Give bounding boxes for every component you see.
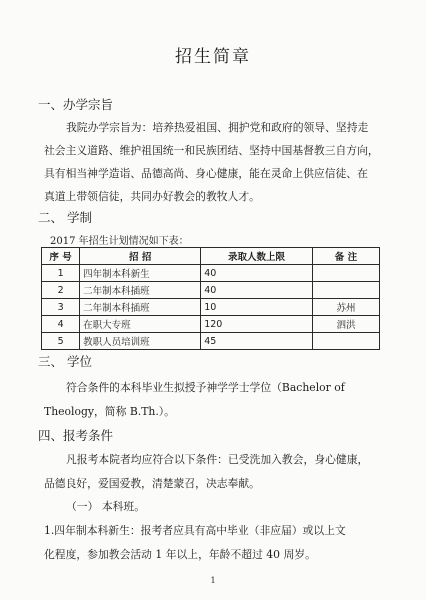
section-heading-degree: 三、 学位	[38, 354, 92, 369]
section-heading-system: 二、 学制	[38, 210, 92, 225]
header-plan: 招 招	[80, 248, 201, 265]
table-row	[42, 299, 380, 316]
purpose-line-4: 真道上带领信徒，共同办好教会的教牧人才。	[44, 190, 260, 203]
cell-plan: 在职大专班	[80, 316, 201, 333]
header-note: 备 注	[312, 248, 379, 265]
page-title: 招生简章	[175, 47, 251, 67]
purpose-line-3: 具有相当神学造诣、品德高尚、身心健康，能在灵命上供应信徒、在	[44, 167, 368, 180]
section-heading-requirements: 四、报考条件	[38, 428, 114, 443]
cell-plan: 教职人员培训班	[80, 333, 201, 350]
page-number: 1	[210, 576, 216, 585]
enrollment-plan-table	[41, 247, 380, 350]
degree-line-2: Theology，简称 B.Th.）。	[44, 405, 175, 418]
sub-heading-undergrad: （一） 本科班。	[66, 500, 146, 513]
cell-seq: 3	[42, 299, 80, 316]
cell-seq: 2	[42, 282, 80, 299]
requirements-line-2: 品德良好，爱国爱教，清楚蒙召，决志奉献。	[44, 477, 260, 490]
cell-note: 苏州	[312, 299, 379, 316]
purpose-line-1: 我院办学宗旨为：培养热爱祖国、拥护党和政府的领导、坚持走	[66, 121, 369, 134]
purpose-line-2: 社会主义道路、维护祖国统一和民族团结、坚持中国基督教三自方向，	[44, 144, 379, 157]
section-heading-purpose: 一、办学宗旨	[38, 97, 114, 112]
cell-limit: 40	[201, 282, 313, 299]
cell-plan: 四年制本科新生	[80, 265, 201, 282]
cell-note	[312, 282, 379, 299]
header-seq: 序 号	[42, 248, 80, 265]
plan-intro: 2017 年招生计划情况如下表：	[50, 236, 189, 247]
cell-limit: 10	[201, 299, 313, 316]
cell-seq: 5	[42, 333, 80, 350]
cell-note	[312, 333, 379, 350]
table-row	[42, 333, 380, 350]
cell-plan: 二年制本科插班	[80, 299, 201, 316]
requirements-line-1: 凡报考本院者均应符合以下条件：已受洗加入教会，身心健康，	[66, 453, 369, 466]
cell-limit: 120	[201, 316, 313, 333]
header-limit: 录取人数上限	[201, 248, 313, 265]
table-header-row	[42, 248, 380, 265]
cell-plan: 二年制本科插班	[80, 282, 201, 299]
cell-note: 泗洪	[312, 316, 379, 333]
cell-limit: 40	[201, 265, 313, 282]
undergrad-item-line-2: 化程度，参加教会活动 1 年以上，年龄不超过 40 周岁。	[44, 548, 316, 561]
table-row	[42, 265, 380, 282]
table-row	[42, 282, 380, 299]
cell-seq: 4	[42, 316, 80, 333]
cell-seq: 1	[42, 265, 80, 282]
table-row	[42, 316, 380, 333]
cell-limit: 45	[201, 333, 313, 350]
cell-note	[312, 265, 379, 282]
degree-line-1: 符合条件的本科毕业生拟授予神学学士学位（Bachelor of	[66, 381, 345, 394]
undergrad-item-line-1: 1.四年制本科新生：报考者应具有高中毕业（非应届）或以上文	[44, 524, 346, 537]
